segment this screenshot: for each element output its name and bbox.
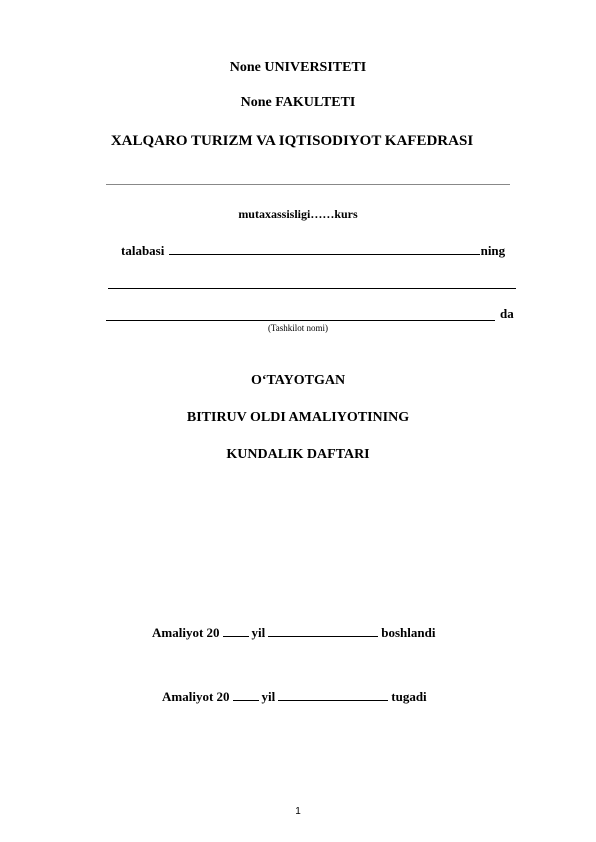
blank-line-1[interactable] — [108, 288, 516, 289]
start-suffix: boshlandi — [381, 625, 436, 640]
title-line-2: BITIRUV OLDI AMALIYOTINING — [186, 410, 410, 425]
page-number: 1 — [295, 806, 301, 817]
organization-suffix: da — [500, 306, 514, 321]
student-line — [121, 240, 505, 259]
end-suffix: tugadi — [391, 689, 427, 704]
start-date-blank[interactable] — [268, 624, 378, 637]
student-suffix: ning — [480, 243, 506, 258]
end-mid: yil — [261, 689, 276, 704]
title-line-1: O‘TAYOTGAN — [250, 373, 346, 388]
department-name: XALQARO TURIZM VA IQTISODIYOT KAFEDRASI — [110, 133, 474, 149]
specialty-line: mutaxassisligi……kurs — [238, 207, 358, 221]
header-divider — [106, 184, 510, 185]
start-mid: yil — [251, 625, 266, 640]
title-line-3: KUNDALIK DAFTARI — [226, 447, 370, 462]
start-year-blank[interactable] — [223, 624, 249, 637]
start-date-line — [152, 624, 435, 641]
end-year-blank[interactable] — [233, 688, 259, 701]
organization-blank[interactable] — [106, 320, 495, 321]
end-prefix: Amaliyot 20 — [162, 689, 230, 704]
student-prefix: talabasi — [121, 243, 165, 258]
end-date-blank[interactable] — [278, 688, 388, 701]
student-name-blank[interactable] — [169, 240, 480, 255]
faculty-name: None FAKULTETI — [240, 95, 356, 110]
end-date-line — [162, 688, 427, 705]
start-prefix: Amaliyot 20 — [152, 625, 220, 640]
organization-caption: (Tashkilot nomi) — [267, 323, 329, 333]
university-name: None UNIVERSITETI — [229, 60, 367, 75]
